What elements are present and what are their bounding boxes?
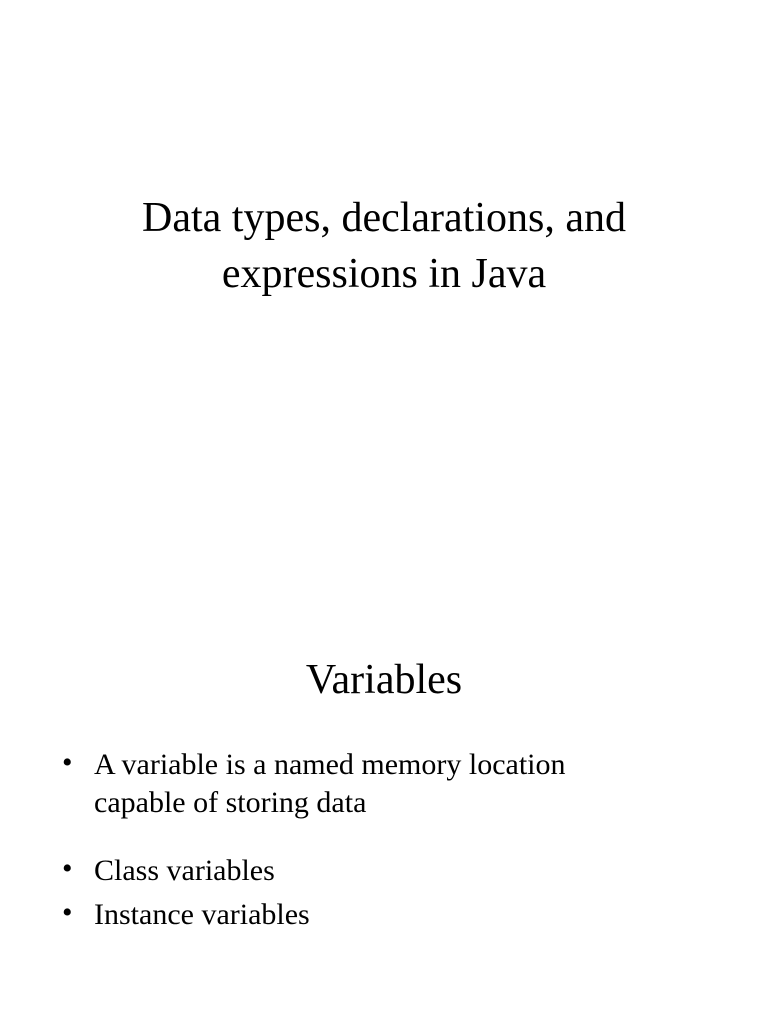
bullet-item [62, 852, 722, 890]
slide-title-line: expressions in Java [221, 251, 547, 297]
variables-slide [0, 512, 768, 1024]
slide-title [0, 190, 768, 302]
bullet-text-line: capable of storing data [94, 786, 367, 819]
bullet-icon: • [62, 852, 73, 885]
bullet-text-line: A variable is a named memory location [94, 748, 566, 781]
slide-title-line: Data types, declarations, and [142, 195, 626, 241]
bullet-text [94, 896, 722, 934]
bullet-text [94, 852, 722, 890]
bullet-text-line: Instance variables [94, 898, 310, 931]
bullet-text [94, 746, 722, 822]
slide-heading: Variables [305, 657, 463, 703]
bullet-icon: • [62, 896, 73, 929]
bullet-item [62, 746, 722, 822]
bullet-text-line: Class variables [94, 854, 275, 887]
bullet-icon: • [62, 746, 73, 779]
bullet-item [62, 896, 722, 934]
bullet-list [62, 746, 722, 934]
